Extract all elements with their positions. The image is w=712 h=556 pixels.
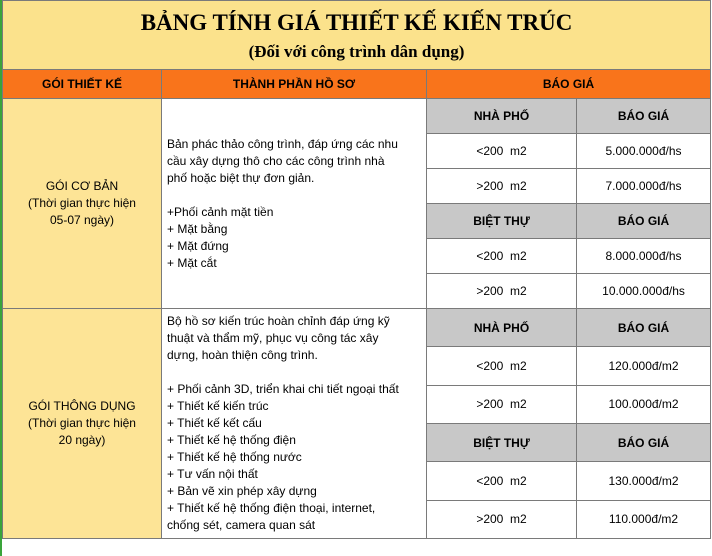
package-name: GÓI THÔNG DỤNG <box>28 399 136 413</box>
component-item: + Mặt đứng <box>167 238 229 253</box>
price-value: 8.000.000đ/hs <box>577 239 711 274</box>
components-cell <box>162 309 427 539</box>
area-range: <200 m2 <box>427 462 577 500</box>
price-value: 110.000đ/m2 <box>577 500 711 538</box>
description-line: cầu xây dựng thô cho các công trình nhà <box>167 153 385 168</box>
component-item: + Thiết kế hệ thống điện <box>167 433 296 447</box>
area-range: >200 m2 <box>427 169 577 204</box>
component-item: chống sét, camera quan sát <box>167 518 316 532</box>
title-row <box>3 1 711 70</box>
building-type-header: NHÀ PHỐ <box>427 99 577 134</box>
price-value: 7.000.000đ/hs <box>577 169 711 204</box>
price-header: BÁO GIÁ <box>577 423 711 461</box>
package-name: GÓI CƠ BẢN <box>45 179 119 193</box>
component-item: + Tư vấn nội thất <box>167 467 258 481</box>
package-duration: 05-07 ngày) <box>49 213 115 227</box>
description-line: dựng, hoàn thiện công trình. <box>167 348 318 362</box>
price-value: 5.000.000đ/hs <box>577 134 711 169</box>
package-cell <box>3 99 162 309</box>
header-components: THÀNH PHẦN HỒ SƠ <box>162 70 427 99</box>
price-value: 10.000.000đ/hs <box>577 274 711 309</box>
price-header: BÁO GIÁ <box>577 309 711 347</box>
price-value: 100.000đ/m2 <box>577 385 711 423</box>
group-header-row <box>3 309 711 347</box>
header-package: GÓI THIẾT KẾ <box>3 70 162 99</box>
price-value: 130.000đ/m2 <box>577 462 711 500</box>
description-spacer <box>167 364 422 381</box>
price-table <box>2 0 711 539</box>
area-range: <200 m2 <box>427 239 577 274</box>
building-type-header: BIỆT THỰ <box>427 423 577 461</box>
component-item: + Mặt cắt <box>167 255 217 270</box>
area-range: <200 m2 <box>427 347 577 385</box>
price-header: BÁO GIÁ <box>577 204 711 239</box>
component-item: + Thiết kế hệ thống nước <box>167 450 302 464</box>
description-line: phố hoặc biệt thự đơn giản. <box>167 170 315 185</box>
area-range: >200 m2 <box>427 500 577 538</box>
building-type-header: BIỆT THỰ <box>427 204 577 239</box>
title-cell <box>3 1 711 70</box>
building-type-header: NHÀ PHỐ <box>427 309 577 347</box>
description-line: thuật và thẩm mỹ, phục vụ công tác xây <box>167 331 379 345</box>
header-row <box>3 70 711 99</box>
component-item: + Bản vẽ xin phép xây dựng <box>167 484 317 498</box>
description-spacer <box>167 187 422 204</box>
group-header-row <box>3 99 711 134</box>
package-duration: (Thời gian thực hiện <box>28 416 136 430</box>
component-item: + Phối cảnh 3D, triển khai chi tiết ngoại thất <box>167 382 399 396</box>
sheet-subtitle: (Đối với công trình dân dụng) <box>248 42 465 61</box>
price-value: 120.000đ/m2 <box>577 347 711 385</box>
price-header: BÁO GIÁ <box>577 99 711 134</box>
component-item: + Thiết kế kiến trúc <box>167 399 269 413</box>
component-item: + Thiết kế hệ thống điện thoại, internet, <box>167 501 376 515</box>
component-item: +Phối cảnh mặt tiền <box>167 204 274 219</box>
area-range: >200 m2 <box>427 385 577 423</box>
component-item: + Thiết kế kết cấu <box>167 416 262 430</box>
description-line: Bộ hồ sơ kiến trúc hoàn chỉnh đáp ứng kỹ <box>167 314 390 328</box>
package-duration: 20 ngày) <box>58 433 106 447</box>
package-duration: (Thời gian thực hiện <box>28 196 136 210</box>
package-rows <box>3 99 711 539</box>
header-quote: BÁO GIÁ <box>427 70 711 99</box>
sheet-title: BẢNG TÍNH GIÁ THIẾT KẾ KIẾN TRÚC <box>140 10 573 35</box>
description-line: Bản phác thảo công trình, đáp ứng các nhu <box>167 136 398 151</box>
area-range: >200 m2 <box>427 274 577 309</box>
package-cell <box>3 309 162 539</box>
component-item: + Mặt bằng <box>167 221 228 236</box>
area-range: <200 m2 <box>427 134 577 169</box>
components-cell <box>162 99 427 309</box>
